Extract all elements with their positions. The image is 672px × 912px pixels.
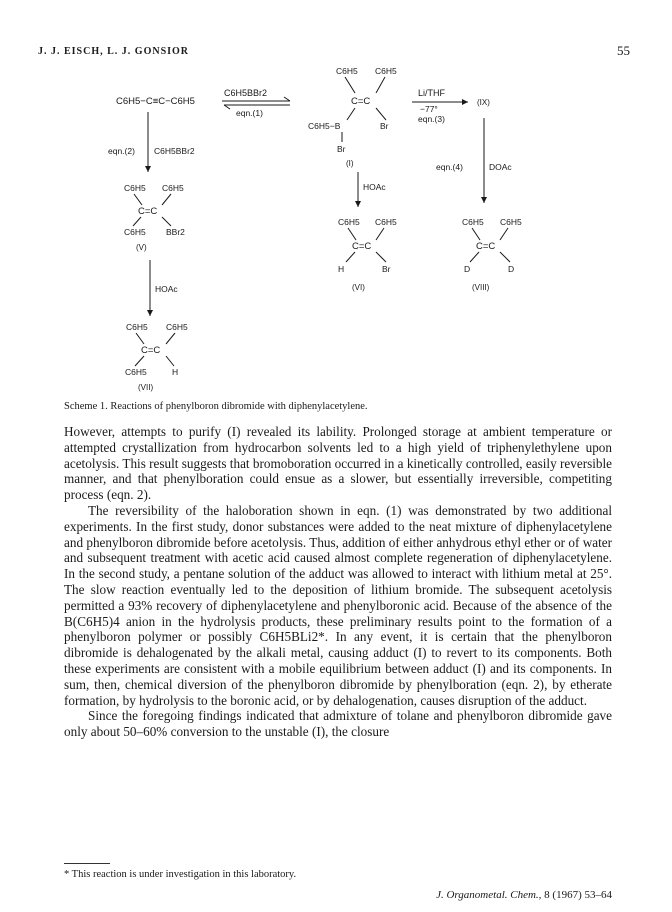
temperature-label: −77° [420,104,438,114]
compound-vii-phenyl-2: C6H5 [166,322,188,332]
compound-viii-double-bond: C=C [476,241,496,252]
reagent-phenylboron-dibromide-2: C6H5BBr2 [154,146,195,156]
compound-vi-hydrogen: H [338,264,345,274]
compound-i-bromine: Br [380,121,389,131]
compound-i-phenyl-2: C6H5 [375,66,397,76]
compound-i-boron-group: C6H5−B [308,121,341,131]
eqn2-label: eqn.(2) [108,146,135,156]
compound-vi-phenyl-1: C6H5 [338,217,360,227]
compound-i-boron-bromine: Br [337,144,346,154]
compound-v-phenyl-2: C6H5 [162,183,184,193]
compound-i-double-bond: C=C [351,96,371,107]
label-compound-vii: (VII) [138,383,154,392]
compound-vi-double-bond: C=C [352,241,372,252]
compound-viii-deuterium-1: D [464,264,471,274]
article-body [64,424,612,740]
running-header-authors: J. J. EISCH, L. J. GONSIOR [38,46,190,57]
journal-citation [436,889,612,901]
compound-vii-phenyl-1: C6H5 [126,322,148,332]
footnote: * This reaction is under investigation in this laboratory. [64,869,297,880]
eqn1-label: eqn.(1) [236,108,263,118]
label-compound-vi: (VI) [352,283,365,292]
compound-vii-double-bond: C=C [141,345,161,356]
compound-vii-phenyl-3: C6H5 [125,367,147,377]
footnote-rule [64,863,110,864]
compound-vi-bromine: Br [382,264,391,274]
journal-name: J. Organometal. Chem., [436,889,542,901]
paragraph-3: Since the foregoing findings indicated that admixture of tolane and phenylboron dibromide gave only about 50–60% conversion to the unstable (I), the closure [64,708,612,740]
label-compound-ix: (IX) [477,98,490,107]
reagent-li-thf: Li/THF [418,88,445,98]
eqn4-label: eqn.(4) [436,162,463,172]
reagent-hoac-i: HOAc [363,182,386,192]
paragraph-1: However, attempts to purify (I) revealed its lability. Prolonged storage at ambient temperature or attempted crystallization from hydrocarbon solvents led to a high yield of triphenylethylene upon acetolysis. This result suggests that bromoboration occurred in a kinetically controlled, easily reversible manner, and that phenylboration could ensue as a slower, but essentially irreversible, competiting process (eqn. 2). [64,424,612,503]
label-compound-i: (I) [346,159,354,168]
compound-viii-phenyl-1: C6H5 [462,217,484,227]
compound-v-phenyl-3: C6H5 [124,227,146,237]
compound-viii-phenyl-2: C6H5 [500,217,522,227]
compound-vi-phenyl-2: C6H5 [375,217,397,227]
reagent-hoac-v: HOAc [155,284,178,294]
compound-viii-deuterium-2: D [508,264,515,274]
reaction-scheme [0,0,672,400]
compound-v-double-bond: C=C [138,206,158,217]
alkyne-diphenylacetylene: C6H5−C≡C−C6H5 [116,96,195,107]
compound-i-phenyl-1: C6H5 [336,66,358,76]
compound-v-boron-dibromide: BBr2 [166,227,185,237]
label-compound-viii: (VIII) [472,283,490,292]
eqn3-label: eqn.(3) [418,114,445,124]
paragraph-2: The reversibility of the haloboration shown in eqn. (1) was demonstrated by two additional experiments. In the first study, donor substances were added to the neat mixture of diphenylacetylene and phenylboron dibromide before acetolysis. Thus, addition of either anhydrous ethyl ether or of water and subsequent treatment with acetic acid caused almost complete regeneration of diphenylacetylene. In the second study, a pentane solution of the adduct was allowed to interact with lithium metal at 25°. The slow reaction eventually led to the deposition of lithium bromide. The subsequent acetolysis permitted a 93% recovery of diphenylacetylene and phenylboronic acid. Because of the absence of the B(C6H5)4 anion in the hydrolysis products, these preliminary results point to the formation of a phenylboron polymer or possibly C6H5BLi2*. In any event, it is certain that the phenylboron dibromide is dehalogenated by the alkali metal, causing adduct (I) to revert to its components. Both these experiments are consistent with a mobile equilibrium between adduct (I) and its components. In sum, then, chemical diversion of the phenylboron dibromide by phenylboration (eqn. 2), by etherate formation, by hydrolysis to the boronic acid, or by dehalogenation, causes disruption of the adduct. [64,502,612,708]
scheme-caption: Scheme 1. Reactions of phenylboron dibromide with diphenylacetylene. [64,401,368,412]
reagent-doac: DOAc [489,162,512,172]
compound-vii-hydrogen: H [172,367,179,377]
compound-v-phenyl-1: C6H5 [124,183,146,193]
reagent-phenylboron-dibromide: C6H5BBr2 [224,88,268,98]
label-compound-v: (V) [136,243,147,252]
page-number: 55 [617,43,630,58]
journal-reference: 8 (1967) 53–64 [544,889,612,901]
